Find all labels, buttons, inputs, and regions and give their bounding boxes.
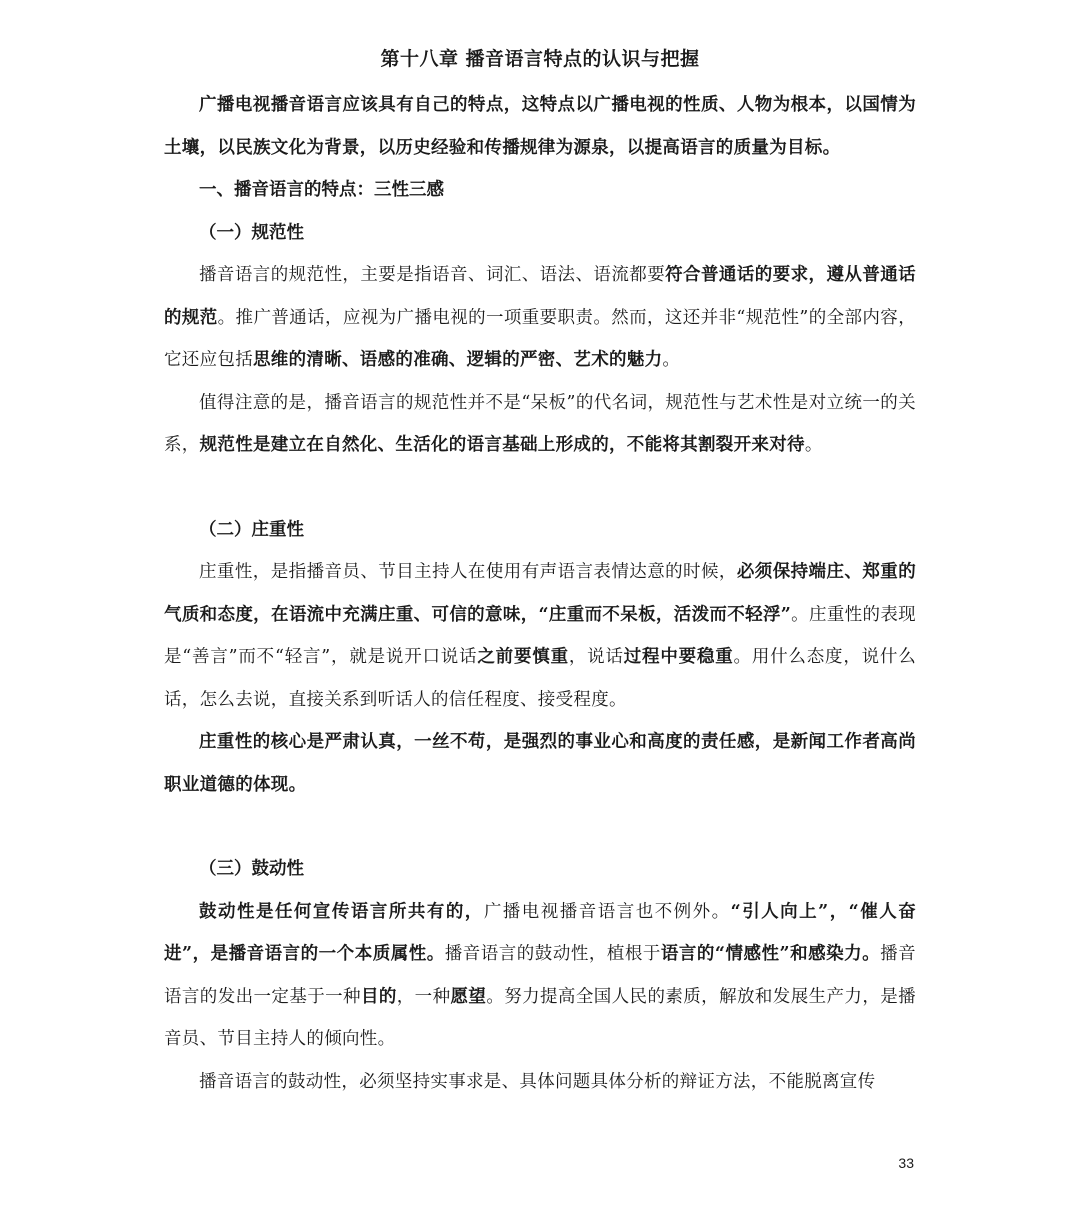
page-content	[164, 84, 916, 1103]
text-run: 庄重性，是指播音员、节目主持人在使用有声语言表情达意的时候，	[199, 562, 737, 582]
text-run: 。	[662, 350, 681, 370]
bold-run: 必须保持端庄、郑重的气质和态度，在语流中充满庄重、可信的意味，“庄重而不呆板，活泼而不轻浮”	[164, 562, 916, 625]
spacer	[164, 806, 916, 848]
sub3-paragraph-1	[164, 891, 916, 1061]
bold-run: 规范性是建立在自然化、生活化的语言基础上形成的，不能将其割裂开来对待	[199, 435, 805, 455]
text-run: 。用什么态度，说什么话，怎么去说，直接关系到听话人的信任程度、接受程度。	[164, 647, 916, 710]
bold-run: 过程中要稳重	[623, 647, 734, 667]
bold-run: 符合普通话的要求，遵从普通话的规范	[164, 265, 916, 328]
bold-run: 愿望	[450, 986, 487, 1007]
chapter-title: 第十八章 播音语言特点的认识与把握	[380, 48, 700, 70]
subsection-heading-1: （一）规范性	[199, 222, 304, 243]
page-number: 33	[898, 1155, 914, 1171]
text-run: 。	[804, 435, 823, 455]
text-run: 播音语言的鼓动性，植根于	[444, 944, 661, 964]
spacer	[164, 467, 916, 509]
bold-run: 目的	[360, 986, 397, 1007]
section-heading: 一、播音语言的特点：三性三感	[199, 180, 444, 200]
sub1-paragraph-1	[164, 254, 916, 382]
text-run: 。推广普通话，应视为广播电视的一项重要职责。然而，这还并非“规范性”的全部内容，它还应包括	[164, 307, 917, 370]
bold-run: 之前要慎重	[477, 647, 569, 667]
text-run: 。努力提高全国人民的素质，解放和发展生产力，是播音员、节目主持人的倾向性。	[164, 986, 916, 1049]
text-run: ，一种	[396, 986, 451, 1007]
bold-run: 鼓动性是任何宣传语言所共有的，	[199, 901, 484, 922]
text-run: 播音语言的发出一定基于一种	[164, 944, 916, 1007]
sub2-paragraph-2: 庄重性的核心是严肃认真，一丝不苟，是强烈的事业心和高度的责任感，是新闻工作者高尚职业道德的体现。	[164, 732, 916, 795]
text-run: ，说话	[568, 647, 624, 667]
text-run: 播音语言的规范性，主要是指语音、词汇、语法、语流都要	[199, 265, 666, 285]
text-run: 。庄重性的表现是“善言”而不“轻言”，就是说开口说话	[164, 604, 916, 667]
bold-run: “引人向上”，“催人奋进”，是播音语言的一个本质属性。	[164, 901, 917, 964]
subsection-heading-2: （二）庄重性	[199, 519, 304, 540]
text-run: 值得注意的是，播音语言的规范性并不是“呆板”的代名词，规范性与艺术性是对立统一的关系，	[164, 392, 916, 455]
sub3-paragraph-2: 播音语言的鼓动性，必须坚持实事求是、具体问题具体分析的辩证方法，不能脱离宣传	[199, 1071, 876, 1092]
sub1-paragraph-2	[164, 382, 916, 467]
bold-run: 思维的清晰、语感的准确、逻辑的严密、艺术的魅力	[253, 350, 663, 370]
intro-paragraph: 广播电视播音语言应该具有自己的特点，这特点以广播电视的性质、人物为根本，以国情为土壤，以民族文化为背景，以历史经验和传播规律为源泉，以提高语言的质量为目标。	[164, 95, 916, 158]
text-run: 广播电视播音语言也不例外。	[483, 901, 731, 922]
sub2-paragraph-1	[164, 551, 916, 721]
bold-run: 语言的“情感性”和感染力。	[660, 944, 881, 964]
subsection-heading-3: （三）鼓动性	[199, 859, 304, 879]
